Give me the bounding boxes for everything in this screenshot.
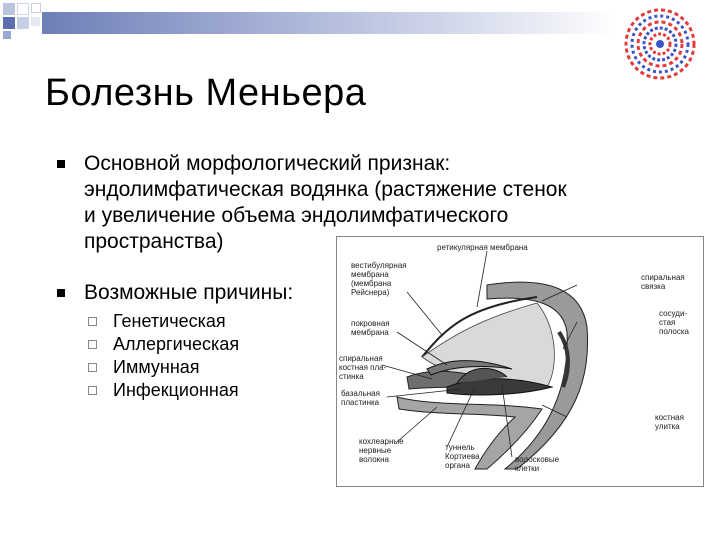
checkbox-icon: [88, 317, 97, 326]
label-line: полоска: [659, 327, 689, 336]
label-stria-vascularis: [659, 309, 689, 336]
label-line: стинка: [339, 372, 364, 381]
label-line: покровная: [351, 319, 390, 328]
swirl-logo-icon: [622, 6, 698, 82]
label-osseous-spiral-lamina: [339, 354, 386, 381]
label-line: мембрана: [351, 270, 389, 279]
label-bony-cochlea: [655, 413, 684, 431]
header-gradient-bar: [42, 12, 617, 34]
label-line: клетки: [515, 464, 540, 473]
checkbox-icon: [88, 386, 97, 395]
label-tectorial-membrane: [351, 319, 390, 337]
label-spiral-ligament: [641, 273, 685, 291]
label-vestibular-membrane: [351, 261, 407, 297]
list-item: [88, 310, 239, 333]
checkbox-icon: [88, 340, 97, 349]
label-line: костная: [655, 413, 684, 422]
label-line: Кортиева: [445, 452, 480, 461]
list-item: [88, 333, 239, 356]
label-line: мембрана: [351, 328, 389, 337]
label-line: кохлеарные: [359, 437, 404, 446]
label-line: стая: [659, 318, 676, 327]
label-tunnel-of-corti: [445, 443, 480, 470]
list-item: [88, 379, 239, 402]
label-line: туннель: [445, 443, 475, 452]
label-line: органа: [445, 461, 470, 470]
label-line: спиральная: [641, 273, 685, 282]
list-item-label: Аллергическая: [113, 334, 240, 354]
corner-square-decoration: [31, 3, 41, 13]
bullet-causes: Возможные причины:: [84, 281, 294, 304]
corner-square-decoration: [3, 17, 15, 29]
bullet-line: Основной морфологический признак:: [84, 152, 451, 175]
label-line: связка: [641, 282, 666, 291]
square-bullet-icon: [57, 160, 65, 168]
corner-square-decoration: [3, 3, 15, 15]
label-line: нервные: [359, 446, 392, 455]
causes-list: [88, 310, 239, 402]
label-line: волосковые: [515, 455, 560, 464]
label-line: пластинка: [341, 398, 380, 407]
label-line: сосуди-: [659, 309, 688, 318]
square-bullet-icon: [57, 289, 65, 297]
corner-square-decoration: [3, 31, 11, 39]
label-line: (мембрана: [351, 279, 392, 288]
label-line: спиральная: [339, 354, 383, 363]
label-line: вестибулярная: [351, 261, 407, 270]
bullet-line: эндолимфатическая водянка (растяжение стенок: [84, 178, 567, 201]
label-basilar-membrane: [341, 389, 380, 407]
cochlea-diagram: [336, 236, 704, 487]
list-item-label: Генетическая: [113, 311, 226, 331]
corner-square-decoration: [17, 3, 29, 15]
corner-square-decoration: [17, 17, 29, 29]
label-line: волокна: [359, 455, 390, 464]
bullet-line: и увеличение объема эндолимфатического: [84, 204, 509, 227]
corner-square-decoration: [31, 17, 40, 26]
checkbox-icon: [88, 363, 97, 372]
label-line: костная пла-: [339, 363, 387, 372]
label-reticular-membrane: ретикулярная мембрана: [437, 243, 528, 252]
label-hair-cells: [515, 455, 559, 473]
label-line: улитка: [655, 422, 680, 431]
bullet-line: пространства): [84, 230, 224, 253]
label-line: Рейснера): [351, 288, 390, 297]
list-item-label: Инфекционная: [113, 380, 239, 400]
list-item-label: Иммунная: [113, 357, 200, 377]
label-cochlear-nerve-fibers: [359, 437, 404, 464]
list-item: [88, 356, 239, 379]
slide-title: Болезнь Меньера: [45, 72, 367, 114]
label-line: базальная: [341, 389, 380, 398]
